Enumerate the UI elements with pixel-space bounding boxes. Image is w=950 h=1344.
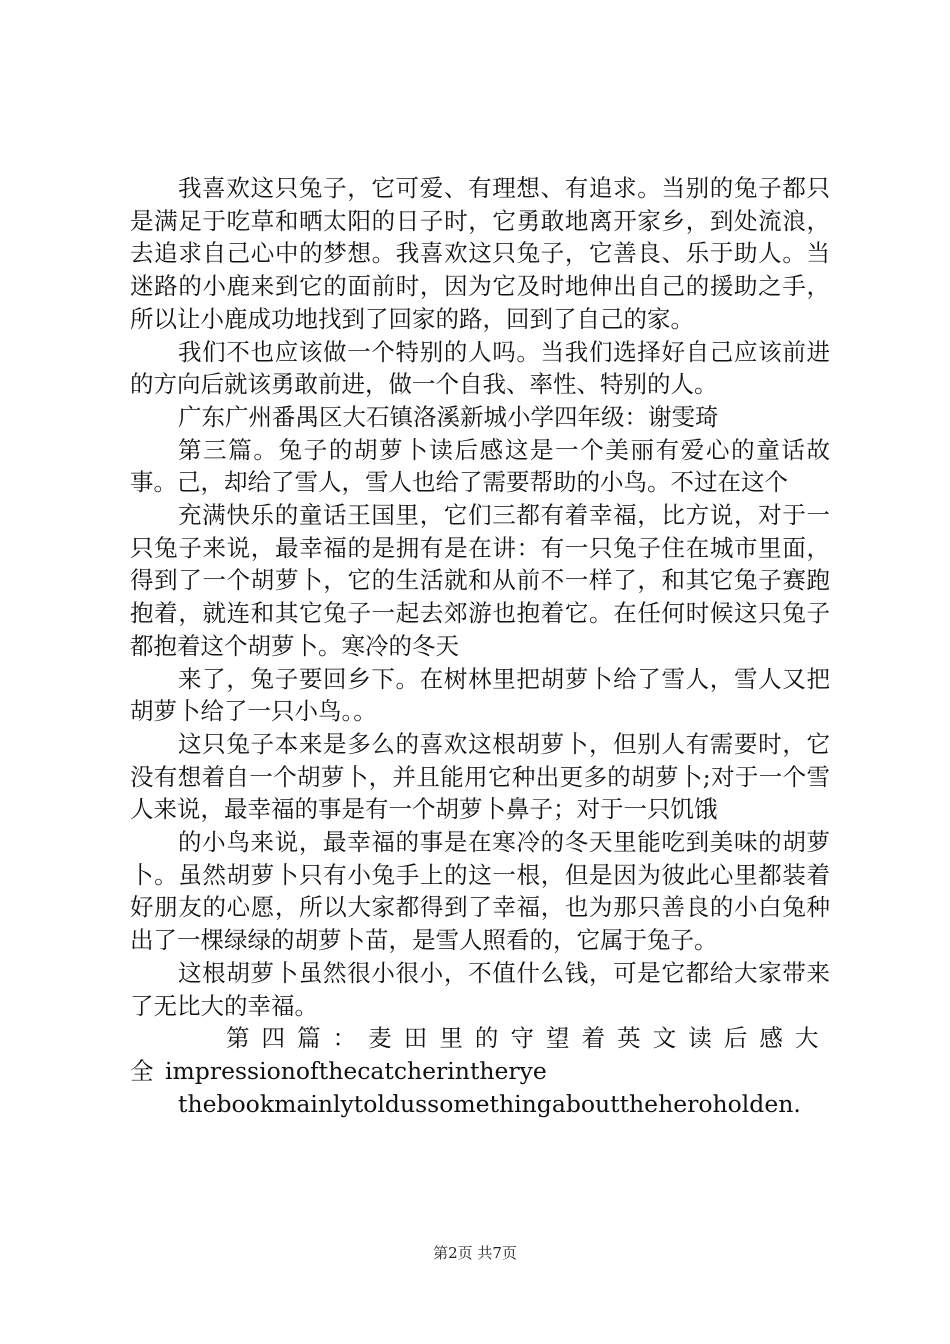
paragraph-rabbit-shares: 这只兔子本来是多么的喜欢这根胡萝卜，但别人有需要时，它没有想着自一个胡萝卜，并且能用它种出更多的胡萝卜;对于一个雪人来说，最幸福的事是有一个胡萝卜鼻子；对于一只饥饿 [130, 729, 830, 824]
paragraph-rabbit-likes: 我喜欢这只兔子，它可爱、有理想、有追求。当别的兔子都只是满足于吃草和晒太阳的日子时，它勇敢地离开家乡，到处流浪，去追求自己心中的梦想。我喜欢这只兔子，它善良、乐于助人。当迷路的小鹿来到它的面前时，因为它及时地伸出自己的援助之手，所以让小鹿成功地找到了回家的路，回到了自己的家。 [130, 174, 830, 333]
paragraph-author-line: 广东广州番禺区大石镇洛溪新城小学四年级：谢雯琦 [178, 402, 719, 431]
paragraph-carrot-happiness: 这根胡萝卜虽然很小很小，不值什么钱，可是它都给大家带来了无比大的幸福。 [130, 958, 830, 1020]
paragraph-third-article-intro: 第三篇。兔子的胡萝卜读后感这是一个美丽有爱心的童话故事。己，却给了雪人，雪人也给了需要帮助的小鸟。不过在这个 [130, 435, 830, 497]
paragraph-be-special: 我们不也应该做一个特别的人吗。当我们选择好自己应该前进的方向后就该勇敢前进，做一个自我、率性、特别的人。 [130, 337, 830, 399]
english-sentence: thebookmainlytoldussomethingabouttheheroholden. [178, 1089, 801, 1118]
heading-fourth-article-chinese: 第四篇：麦田里的守望着英文读后感大全 [130, 1024, 830, 1085]
paragraph-fairy-kingdom: 充满快乐的童话王国里，它们三都有着幸福，比方说，对于一只兔子来说，最幸福的是拥有是在讲：有一只兔子住在城市里面，得到了一个胡萝卜，它的生活就和从前不一样了，和其它兔子赛跑抱着，就连和其它兔子一起去郊游也抱着它。在任何时候这只兔子都抱着这个胡萝卜。寒冷的冬天 [130, 501, 830, 660]
paragraph-winter-came: 来了，兔子要回乡下。在树林里把胡萝卜给了雪人，雪人又把胡萝卜给了一只小鸟。。 [130, 664, 830, 726]
body-text [130, 172, 830, 1120]
page-footer [0, 1243, 950, 1263]
page-number-label: 第2页 共7页 [433, 1244, 517, 1262]
paragraph-little-bird: 的小鸟来说，最幸福的事是在寒冷的冬天里能吃到美味的胡萝卜。虽然胡萝卜只有小兔手上的这一根，但是因为彼此心里都装着好朋友的心愿，所以大家都得到了幸福，也为那只善良的小白兔种出了一棵绿绿的胡萝卜苗，是雪人照看的，它属于兔子。 [130, 828, 830, 955]
heading-fourth-article [130, 1022, 830, 1087]
heading-fourth-article-english: impressionofthecatcherintherye [165, 1056, 547, 1085]
